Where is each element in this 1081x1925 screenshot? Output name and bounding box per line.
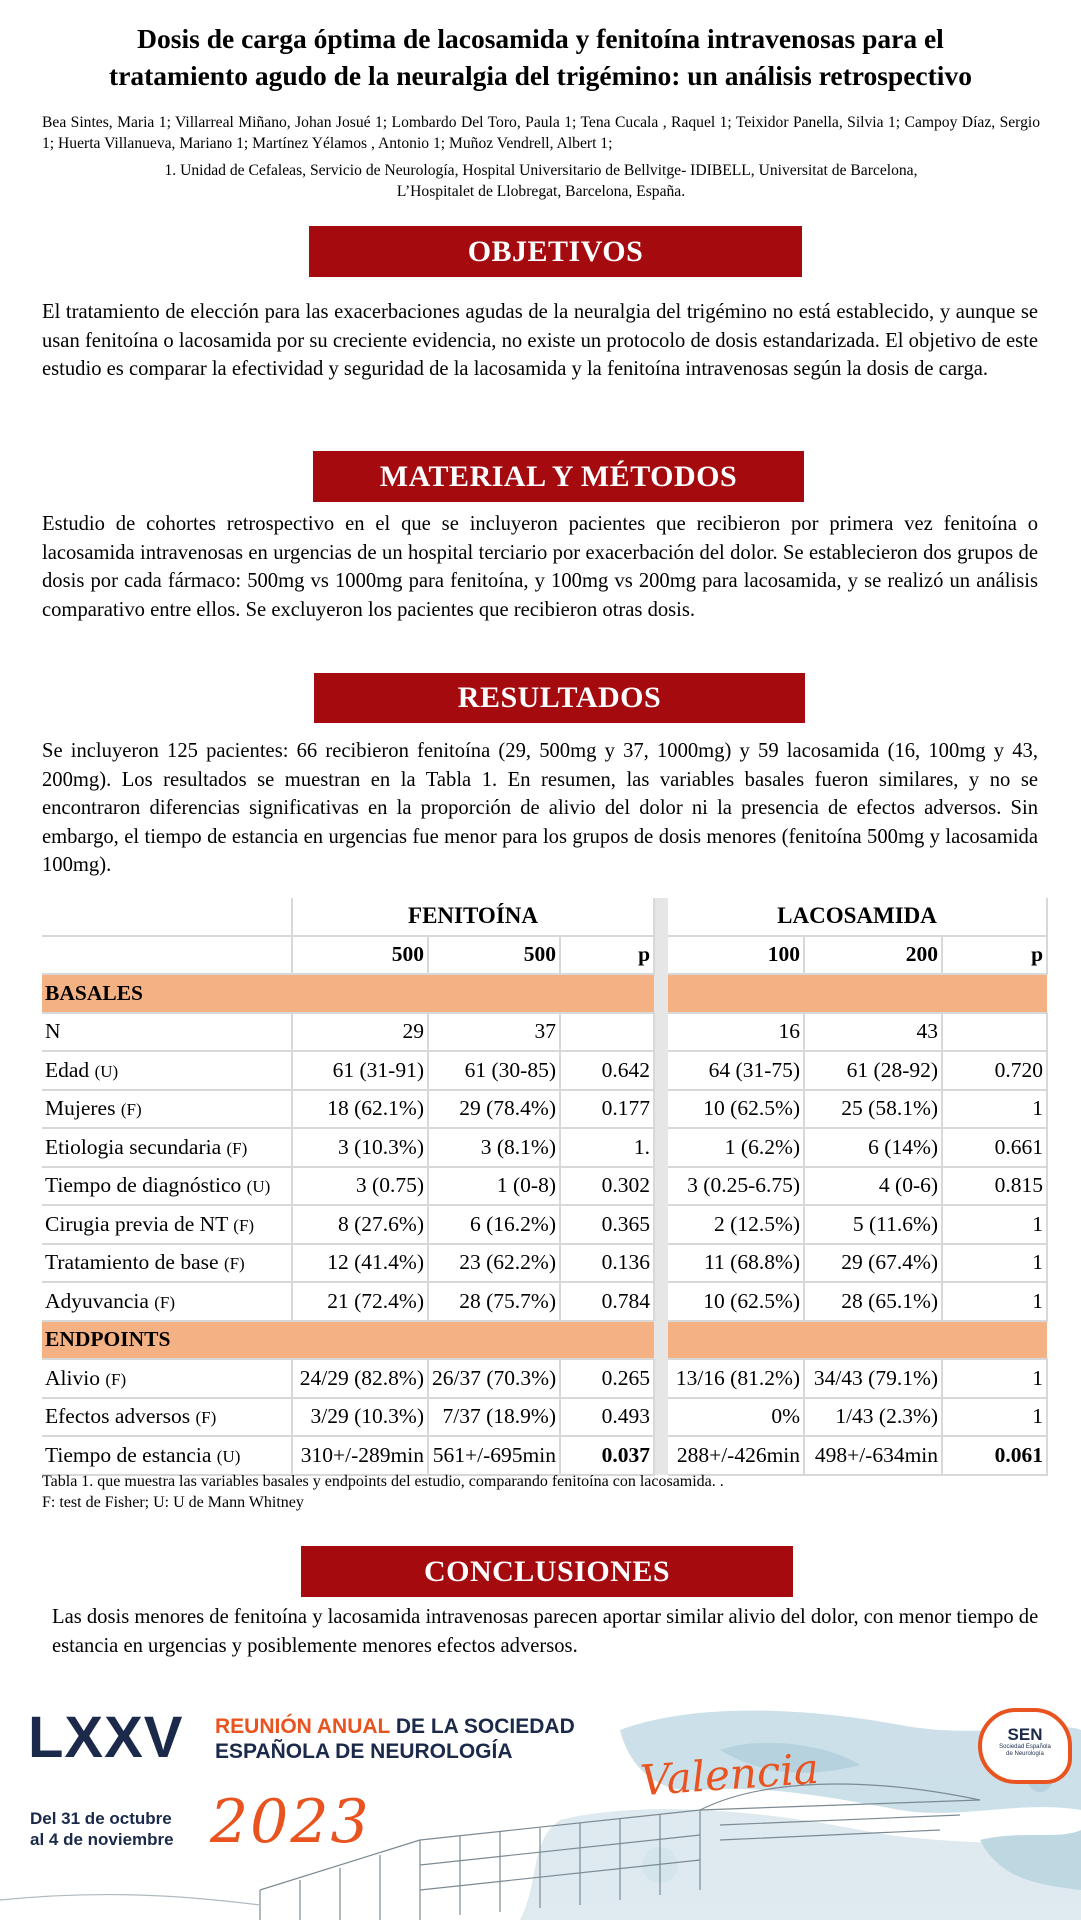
section-heading-metodos: MATERIAL Y MÉTODOS [313,451,804,502]
dates-line-1: Del 31 de octubre [30,1809,172,1828]
table-caption [42,1471,1042,1513]
table-cell: 6 (16.2%) [428,1205,560,1244]
row-test-type: (U) [216,1446,241,1466]
table-group-row-basales [42,974,1047,1013]
table-row [42,1282,1047,1321]
table-group-header-row [42,898,1047,936]
row-label [42,1398,292,1437]
row-label-text: Tiempo de diagnóstico [45,1173,242,1198]
table-cell: 288+/-426min [668,1436,804,1475]
p-value-cell: 1 [942,1244,1047,1283]
p-value-cell: 0.720 [942,1051,1047,1090]
row-label [42,1359,292,1398]
authors: Bea Sintes, Maria 1; Villarreal Miñano, Johan Josué 1; Lombardo Del Toro, Paula 1; Tena Cucala , Raquel 1; Teixidor Panella, Silvia 1; Campoy Díaz, Sergio 1; Huerta Villanueva, Mariano 1; Martínez Yélamos , Antonio 1; Muñoz Vendrell, Albert 1; [42,114,1040,152]
table-cell: 3 (8.1%) [428,1128,560,1167]
p-value-cell: 0.784 [560,1282,654,1321]
basales-label: BASALES [42,974,654,1013]
table-cell: 29 (78.4%) [428,1090,560,1129]
section-heading-resultados: RESULTADOS [314,673,805,723]
congress-banner [0,1690,1081,1920]
table-cell: 61 (31-91) [292,1051,428,1090]
p-value-cell [560,1013,654,1052]
table-cell: 10 (62.5%) [668,1090,804,1129]
affiliation [42,160,1040,202]
p-header: p [560,936,654,975]
row-test-type: (F) [105,1369,127,1389]
table-row [42,1090,1047,1129]
row-label [42,1205,292,1244]
resultados-text: Se incluyeron 125 pacientes: 66 recibieron fenitoína (29, 500mg y 37, 1000mg) y 59 lacosamida (16, 100mg y 43, 200mg). Los resultados se muestran en la Tabla 1. En resumen, las variables basales fueron similares, y no se encontraron diferencias significativas en la proporción de alivio del dolor ni la presencia de efectos adversos. Sin embargo, el tiempo de estancia en urgencias fue menor para los grupos de dosis menores (fenitoína 500mg y lacosamida 100mg). [42,740,1038,876]
table-cell: 61 (30-85) [428,1051,560,1090]
congress-name-rest: DE LA SOCIEDAD [390,1715,575,1738]
table-row [42,1013,1047,1052]
table-cell: 21 (72.4%) [292,1282,428,1321]
affiliation-line-2: L’Hospitalet de Llobregat, Barcelona, España. [396,183,686,200]
dates-line-2: al 4 de noviembre [30,1830,174,1849]
dose-header: 200 [804,936,942,975]
city-label: Valencia [638,1743,821,1806]
table-cell: 0% [668,1398,804,1437]
endpoints-label: ENDPOINTS [42,1321,654,1360]
p-value-cell: 1 [942,1205,1047,1244]
caption-line-2: F: test de Fisher; U: U de Mann Whitney [42,1494,304,1511]
table-cell: 43 [804,1013,942,1052]
row-label-text: Alivio [45,1365,100,1390]
table-cell: 1 (6.2%) [668,1128,804,1167]
p-value-cell: 0.365 [560,1205,654,1244]
p-value-cell [942,1013,1047,1052]
metodos-text: Estudio de cohortes retrospectivo en el que se incluyeron pacientes que recibieron por primera vez fenitoína o lacosamida intravenosas en urgencias de un hospital terciario por exacerbación del dolor. Se establecieron dos grupos de dosis por cada fármaco: 500mg vs 1000mg para fenitoína, y 100mg vs 200mg para lacosamida, y se realizó un análisis comparativo entre ellos. Se excluyeron los pacientes que recibieron otras dosis. [42,513,1038,621]
row-test-type: (F) [154,1292,176,1312]
row-test-type: (F) [223,1254,245,1274]
table-cell: 1 (0-8) [428,1167,560,1206]
sen-logo-subtitle-1: Sociedad Española [999,1744,1051,1750]
row-label-text: Tratamiento de base [45,1250,219,1275]
table-cell: 28 (75.7%) [428,1282,560,1321]
row-label-text: Edad [45,1057,90,1082]
congress-name-line-2: ESPAÑOLA DE NEUROLOGÍA [215,1740,513,1763]
table-cell: 11 (68.8%) [668,1244,804,1283]
title-line-1: Dosis de carga óptima de lacosamida y fenitoína intravenosas para el [137,23,944,54]
p-value-cell: 0.661 [942,1128,1047,1167]
table-cell: 16 [668,1013,804,1052]
row-label [42,1090,292,1129]
table-cell: 2 (12.5%) [668,1205,804,1244]
table-cell: 4 (0-6) [804,1167,942,1206]
congress-number: LXXV [28,1705,184,1770]
table-group-row-endpoints [42,1321,1047,1360]
group-lacosamida: LACOSAMIDA [668,898,1047,936]
table-cell: 8 (27.6%) [292,1205,428,1244]
row-label-text: Tiempo de estancia [45,1442,212,1467]
p-value-cell: 0.177 [560,1090,654,1129]
congress-dates [30,1808,174,1850]
table-row [42,1359,1047,1398]
table-cell: 26/37 (70.3%) [428,1359,560,1398]
table-cell: 3/29 (10.3%) [292,1398,428,1437]
row-label [42,1282,292,1321]
row-test-type: (F) [120,1100,142,1120]
row-label [42,1167,292,1206]
table-cell: 310+/-289min [292,1436,428,1475]
section-heading-objetivos: OBJETIVOS [309,226,802,277]
caption-line-1: Tabla 1. que muestra las variables basales y endpoints del estudio, comparando fenitoína con lacosamida. . [42,1473,724,1490]
table-cell: 7/37 (18.9%) [428,1398,560,1437]
p-value-cell: 1 [942,1282,1047,1321]
table-row [42,1398,1047,1437]
table-cell: 6 (14%) [804,1128,942,1167]
table-cell: 3 (0.25-6.75) [668,1167,804,1206]
table-cell: 29 (67.4%) [804,1244,942,1283]
dose-header: 500 [292,936,428,975]
table-cell: 3 (0.75) [292,1167,428,1206]
table-cell: 29 [292,1013,428,1052]
title-line-2: tratamiento agudo de la neuralgia del trigémino: un análisis retrospectivo [109,60,972,91]
results-table [42,898,1047,1467]
dose-header: 100 [668,936,804,975]
table-cell: 24/29 (82.8%) [292,1359,428,1398]
poster-title [20,20,1061,94]
table-cell: 498+/-634min [804,1436,942,1475]
group-fenitoina: FENITOÍNA [292,898,654,936]
table-cell: 23 (62.2%) [428,1244,560,1283]
p-value-cell: 0.136 [560,1244,654,1283]
p-value-cell: 0.061 [942,1436,1047,1475]
p-value-cell: 0.815 [942,1167,1047,1206]
row-label [42,1244,292,1283]
row-label-text: N [45,1019,61,1044]
sen-logo [978,1708,1072,1784]
table-cell: 1/43 (2.3%) [804,1398,942,1437]
row-label [42,1051,292,1090]
affiliation-line-1: 1. Unidad de Cefaleas, Servicio de Neurología, Hospital Universitario de Bellvitge- IDIBELL, Universitat de Barcelona, [164,162,918,179]
table-row [42,1128,1047,1167]
p-value-cell: 1 [942,1090,1047,1129]
table-row [42,1205,1047,1244]
row-test-type: (U) [246,1177,271,1197]
table-row [42,1167,1047,1206]
congress-name-highlight: REUNIÓN ANUAL [215,1715,391,1738]
row-label-text: Cirugia previa de NT [45,1211,228,1236]
p-value-cell: 1. [560,1128,654,1167]
p-value-cell: 0.493 [560,1398,654,1437]
row-test-type: (F) [195,1408,217,1428]
row-label-text: Etiologia secundaria [45,1134,222,1159]
table-cell: 25 (58.1%) [804,1090,942,1129]
p-value-cell: 0.265 [560,1359,654,1398]
table-row [42,1051,1047,1090]
p-value-cell: 1 [942,1359,1047,1398]
row-label-text: Adyuvancia [45,1288,149,1313]
table-row [42,1436,1047,1475]
row-test-type: (F) [233,1215,255,1235]
row-label [42,1128,292,1167]
p-value-cell: 0.642 [560,1051,654,1090]
row-label [42,1436,292,1475]
table-cell: 64 (31-75) [668,1051,804,1090]
sen-logo-subtitle-2: de Neurología [1006,1751,1044,1757]
table-cell: 10 (62.5%) [668,1282,804,1321]
row-label [42,1013,292,1052]
objetivos-text: El tratamiento de elección para las exacerbaciones agudas de la neuralgia del trigémino no está establecido, y aunque se usan fenitoína o lacosamida por su creciente evidencia, no existe un protocolo de dosis estandarizada. El objetivo de este estudio es comparar la efectividad y seguridad de la lacosamida y la fenitoína intravenosas según la dosis de carga. [42,301,1038,380]
sen-logo-text: SEN [1007,1725,1043,1744]
table-cell: 18 (62.1%) [292,1090,428,1129]
dose-header: 500 [428,936,560,975]
p-value-cell: 1 [942,1398,1047,1437]
table-cell: 61 (28-92) [804,1051,942,1090]
row-label-text: Efectos adversos [45,1404,191,1429]
p-header: p [942,936,1047,975]
p-value-cell: 0.037 [560,1436,654,1475]
table-row [42,1244,1047,1283]
row-label-text: Mujeres [45,1096,116,1121]
table-cell: 3 (10.3%) [292,1128,428,1167]
table-cell: 561+/-695min [428,1436,560,1475]
table-cell: 12 (41.4%) [292,1244,428,1283]
congress-year: 2023 [210,1787,371,1857]
conclusiones-text: Las dosis menores de fenitoína y lacosamida intravenosas parecen aportar similar alivio del dolor, con menor tiempo de estancia en urgencias y posiblemente menores efectos adversos. [52,1606,1039,1657]
table-cell: 5 (11.6%) [804,1205,942,1244]
row-test-type: (F) [226,1138,248,1158]
table-cell: 34/43 (79.1%) [804,1359,942,1398]
congress-name [215,1714,575,1764]
row-test-type: (U) [94,1061,119,1081]
table-cell: 37 [428,1013,560,1052]
p-value-cell: 0.302 [560,1167,654,1206]
table-cell: 28 (65.1%) [804,1282,942,1321]
table-dose-header-row [42,936,1047,975]
section-heading-conclusiones: CONCLUSIONES [301,1546,793,1597]
table-cell: 13/16 (81.2%) [668,1359,804,1398]
